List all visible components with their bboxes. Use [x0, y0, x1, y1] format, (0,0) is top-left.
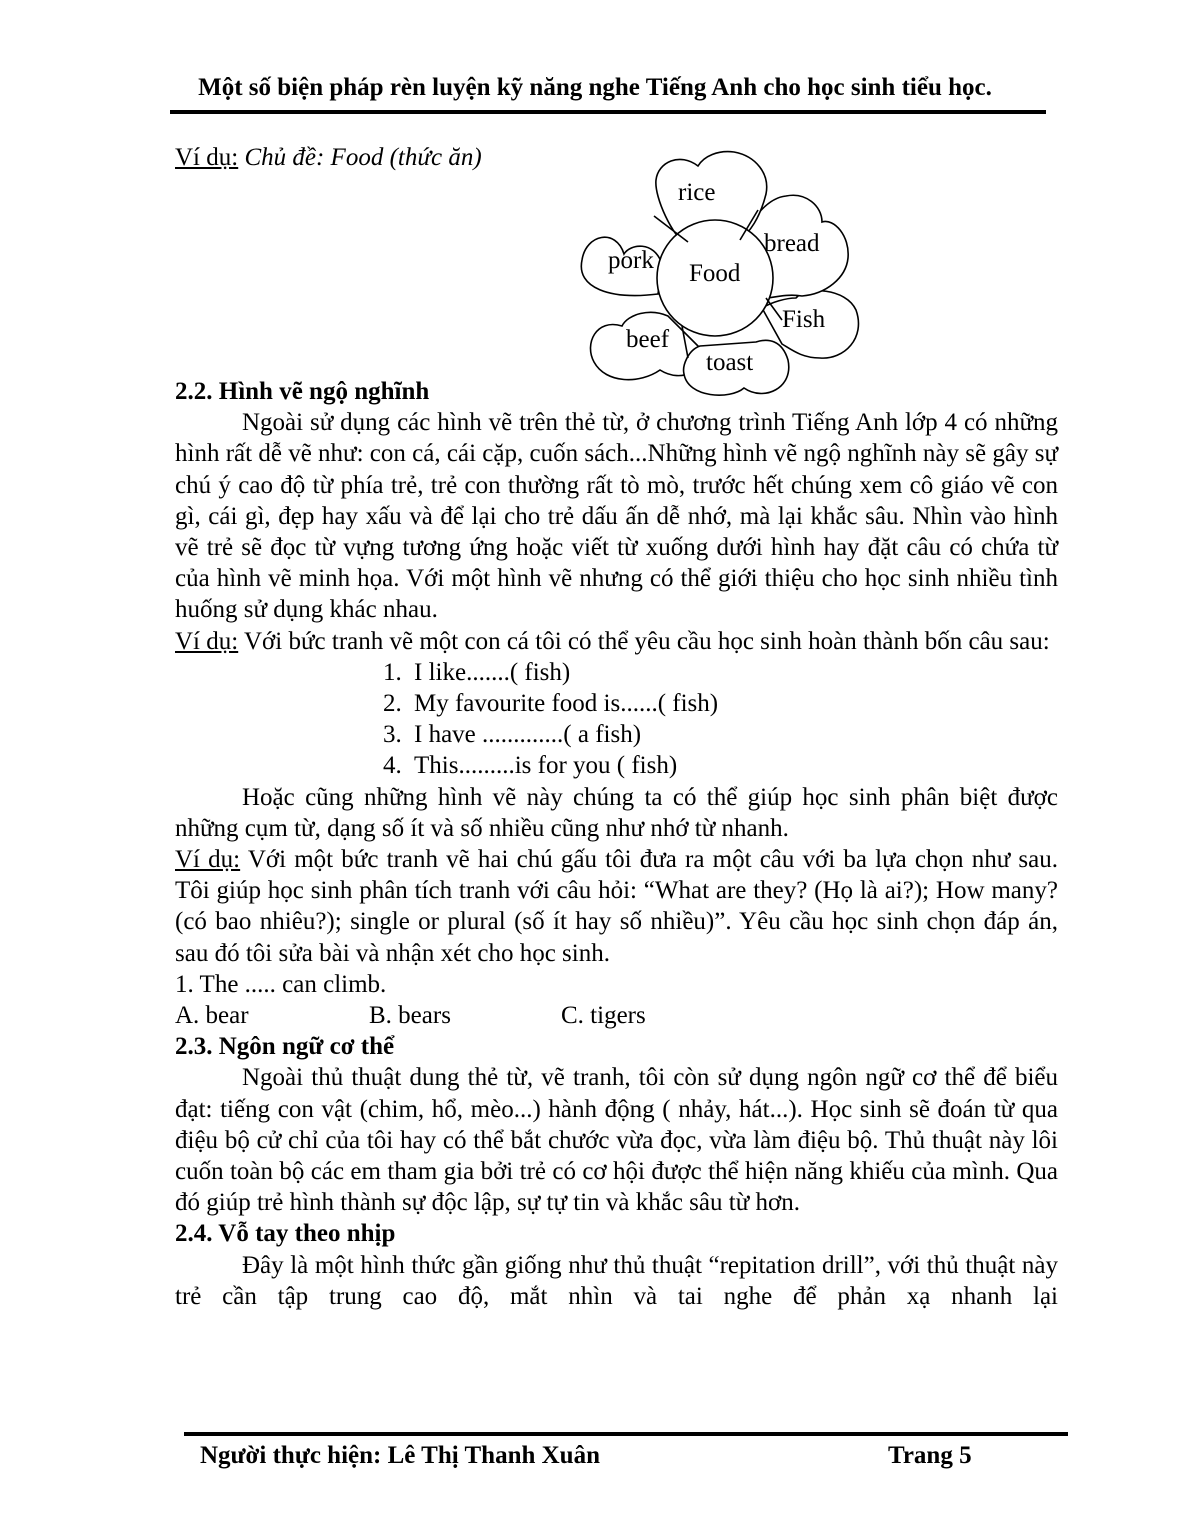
list-item: 1. I like.......( fish) [408, 657, 1058, 688]
section-2-2-paragraph-2: Hoặc cũng những hình vẽ này chúng ta có thể giúp học sinh phân biệt được những cụm từ, dạng số ít và số nhiều cũng như nhớ từ nhanh. [175, 783, 1058, 842]
choice-c: C. tigers [561, 1002, 646, 1030]
section-2-2-paragraph: Ngoài sử dụng các hình vẽ trên thẻ từ, ở chương trình Tiếng Anh lớp 4 có những hình rất dễ vẽ như: con cá, cái cặp, cuốn sách...Những hình vẽ ngộ nghĩnh này sẽ gây sự chú ý cao độ từ phía trẻ, trẻ con thường rất tò mò, trước hết chúng xem cô giáo vẽ con gì, cái gì, đẹp hay xấu và để lại cho trẻ dấu ấn dễ nhớ, mà lại khắc sâu. Nhìn vào hình vẽ trẻ sẽ đọc từ vựng tương ứng hoặc viết từ xuống dưới hình hay đặt câu có chứa từ của hình vẽ minh họa. Với một hình vẽ nhưng có thể giới thiệu cho học sinh nhiều tình huống sử dụng khác nhau. [175, 409, 1058, 624]
example-label: Ví dụ: [175, 627, 239, 655]
example-bear-text: Với một bức tranh vẽ hai chú gấu tôi đưa ra một câu với ba lựa chọn như sau. Tôi giúp học sinh phân tích tranh với câu hỏi: “What are they? (Họ là ai?); How many? (có bao nhiêu?); single or plural (số ít hay số nhiều)”. Yêu cầu học sinh chọn đáp án, sau đó tôi sửa bài và nhận xét cho học sinh. [175, 846, 1058, 967]
page-header-title: Một số biện pháp rèn luyện kỹ năng nghe Tiếng Anh cho học sinh tiểu học. [198, 74, 992, 101]
food-flower-diagram [570, 148, 880, 408]
example-bear-line [175, 844, 1058, 969]
section-heading-2-4: 2.4. Vỗ tay theo nhịp [175, 1220, 396, 1248]
choice-b: B. bears [369, 1002, 451, 1030]
flower-label-toast: toast [706, 349, 754, 376]
main-content [175, 376, 1058, 1312]
choice-a: A. bear [175, 1002, 249, 1030]
example-fish-text: Với bức tranh vẽ một con cá tôi có thể yêu cầu học sinh hoàn thành bốn câu sau: [238, 627, 1050, 655]
flower-label-beef: beef [626, 326, 670, 353]
example-label: Ví dụ: [175, 144, 239, 171]
section-heading-2-3: 2.3. Ngôn ngữ cơ thể [175, 1033, 395, 1061]
sentence-list [175, 657, 1058, 782]
quiz-choices [175, 1000, 1058, 1031]
flower-label-pork: pork [608, 247, 654, 274]
quiz-question: 1. The ..... can climb. [175, 970, 387, 998]
example-topic: Chủ đề: Food (thức ăn) [244, 144, 482, 171]
flower-label-rice: rice [678, 179, 716, 206]
flower-svg [570, 148, 880, 408]
example-fish-line [175, 626, 1058, 657]
footer-author: Người thực hiện: Lê Thị Thanh Xuân [200, 1442, 600, 1469]
example-label: Ví dụ: [175, 846, 241, 874]
section-2-4-paragraph: Đây là một hình thức gần giống như thủ thuật “repitation drill”, với thủ thuật này trẻ cần tập trung cao độ, mắt nhìn và tai nghe để phản xạ nhanh lại [175, 1251, 1058, 1310]
list-item: 2. My favourite food is......( fish) [408, 688, 1058, 719]
example-topic-line [175, 142, 482, 174]
section-2-3-paragraph: Ngoài thủ thuật dung thẻ từ, vẽ tranh, tôi còn sử dụng ngôn ngữ cơ thể để biểu đạt: tiếng con vật (chim, hổ, mèo...) hành động ( nhảy, hát...). Học sinh sẽ đoán từ qua điệu bộ cử chỉ của tôi hay có thể bắt chước vừa đọc, vừa làm điệu bộ. Thủ thuật này lôi cuốn toàn bộ các em tham gia bởi trẻ có cơ hội được thể hiện năng khiếu của mình. Qua đó giúp trẻ hình thành sự độc lập, sự tự tin và khắc sâu từ hơn. [175, 1064, 1058, 1217]
flower-label-fish: Fish [782, 306, 826, 333]
footer-page-number: Trang 5 [888, 1442, 972, 1469]
flower-label-bread: bread [764, 230, 820, 257]
list-item: 3. I have .............( a fish) [408, 719, 1058, 750]
flower-label-center: Food [689, 260, 741, 287]
footer-rule [184, 1432, 1068, 1436]
section-heading-2-2: 2.2. Hình vẽ ngộ nghĩnh [175, 378, 430, 405]
list-item: 4. This.........is for you ( fish) [408, 750, 1058, 781]
header-rule [170, 110, 1046, 114]
